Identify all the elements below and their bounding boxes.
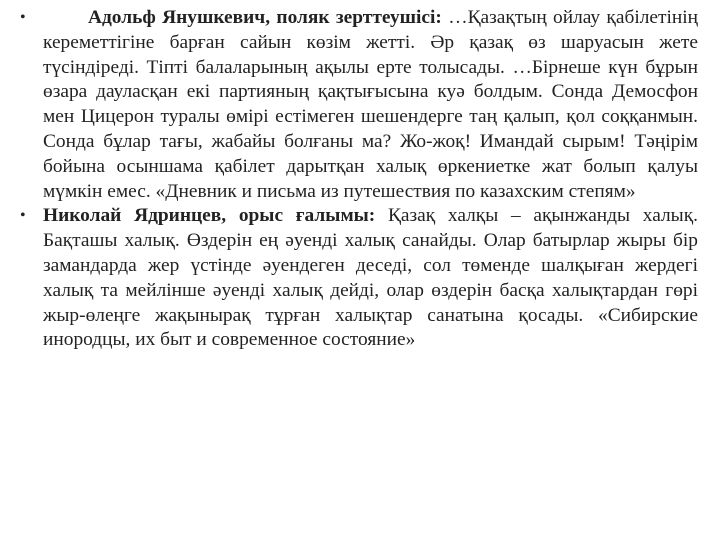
author-name: Адольф Янушкевич, поляк зерттеушісі:	[88, 7, 442, 28]
author-name: Николай Ядринцев, орыс ғалымы:	[43, 205, 376, 227]
bullet-item-yadrintsev	[0, 204, 720, 353]
quote-text: Қазақ халқы – ақынжанды халық. Бақташы халық. Өздерін ең әуенді халық санайды. Олар батырлар жыры бір замандарда жер үстінде әуендеген деседі, сол төменде шалқыған жердегі халық та мейлінше әуенді халық дейді, олар өздерін басқа халықтардан гөрі жыр-өлеңге жақынырақ тұрған халықтар санатына қосады. «Сибирские инородцы, их быт и современное состояние»	[43, 205, 698, 351]
bullet-marker: •	[20, 207, 26, 225]
bullet-marker: •	[20, 9, 26, 26]
bullet-list	[0, 6, 720, 353]
quote-text: …Қазақтың ойлау қабілетінің кереметтігіне барған сайын көзім жетті. Әр қазақ өз шаруасын жете түсіндіреді. Тіпті балаларының ақылы ерте толысады. …Бірнеше күн бұрын өзара дауласқан екі партияның қақтығысына куә болдым. Сонда Демосфон мен Цицерон туралы өмірі естімеген шешендерге таң қалып, қол соққанмын. Сонда бұлар тағы, жабайы болғаны ма? Жо-жоқ! Имандай сырым! Тәңірім бойына осыншама қабілет дарытқан халық өркениетке жат болып қалуы мүмкін емес. «Дневник и письма из путешествия по казахским степям»	[43, 7, 698, 202]
bullet-item-yanushkevich	[0, 6, 720, 204]
